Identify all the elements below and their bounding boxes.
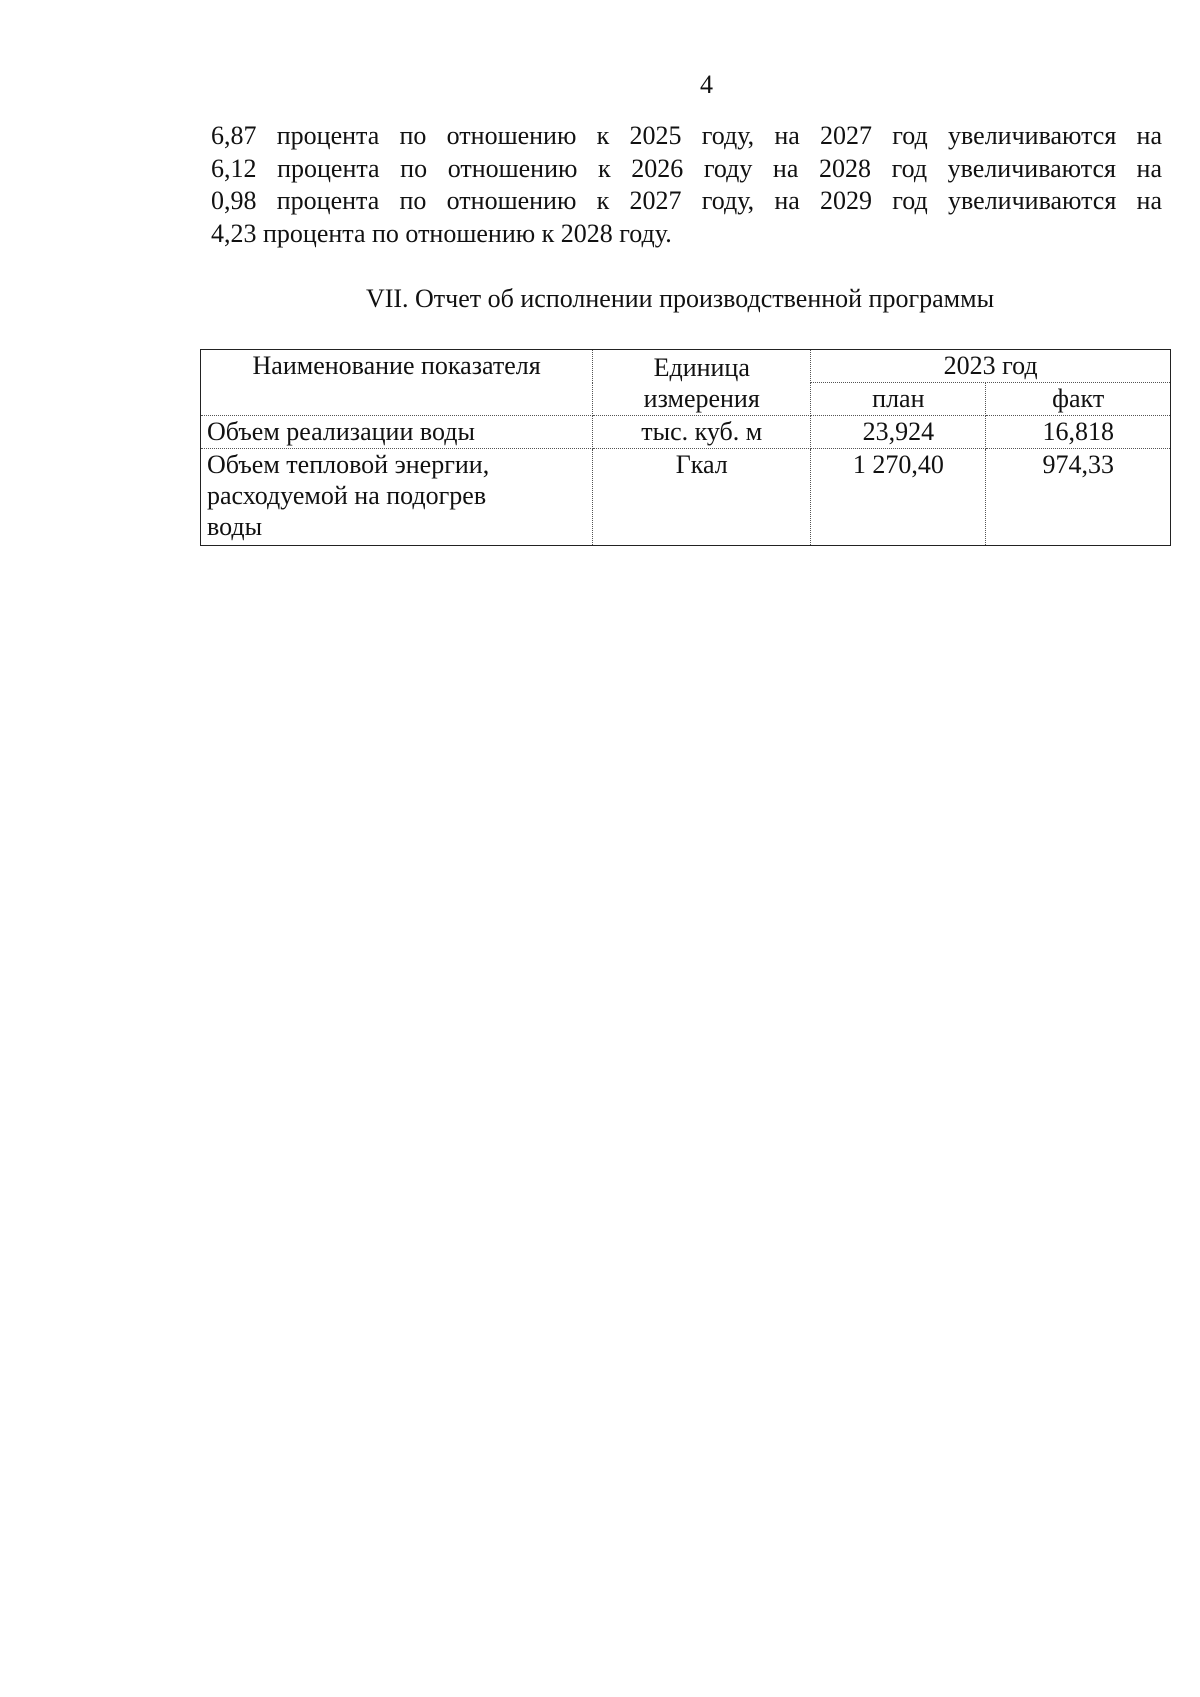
header-indicator: Наименование показателя <box>201 350 593 416</box>
cell-indicator: Объем реализации воды <box>201 416 593 449</box>
table-row <box>201 449 1171 546</box>
paragraph-line: 6,12 процента по отношению к 2026 году на 2028 год увеличиваются на <box>211 153 1162 183</box>
cell-unit: Гкал <box>593 449 811 546</box>
paragraph-line: 6,87 процента по отношению к 2025 году, на 2027 год увеличиваются на <box>211 121 1162 150</box>
paragraph-line: 4,23 процента по отношению к 2028 году. <box>211 218 672 248</box>
header-plan: план <box>811 383 986 416</box>
table-header-row <box>201 350 1171 383</box>
cell-unit: тыс. куб. м <box>593 416 811 449</box>
body-paragraph <box>211 120 1162 250</box>
cell-plan: 23,924 <box>811 416 986 449</box>
section-heading: VII. Отчет об исполнении производственной программы <box>365 284 995 313</box>
header-unit: Единица измерения <box>593 350 811 416</box>
table-row <box>201 416 1171 449</box>
production-program-report-table <box>200 349 1171 546</box>
cell-fact: 16,818 <box>986 416 1171 449</box>
cell-fact: 974,33 <box>986 449 1171 546</box>
paragraph-line: 0,98 процента по отношению к 2027 году, на 2029 год увеличиваются на <box>211 186 1162 215</box>
header-year: 2023 год <box>811 350 1171 383</box>
header-fact: факт <box>986 383 1171 416</box>
cell-plan: 1 270,40 <box>811 449 986 546</box>
cell-indicator: Объем тепловой энергии, расходуемой на подогрев воды <box>201 449 593 546</box>
page-number: 4 <box>700 70 713 99</box>
